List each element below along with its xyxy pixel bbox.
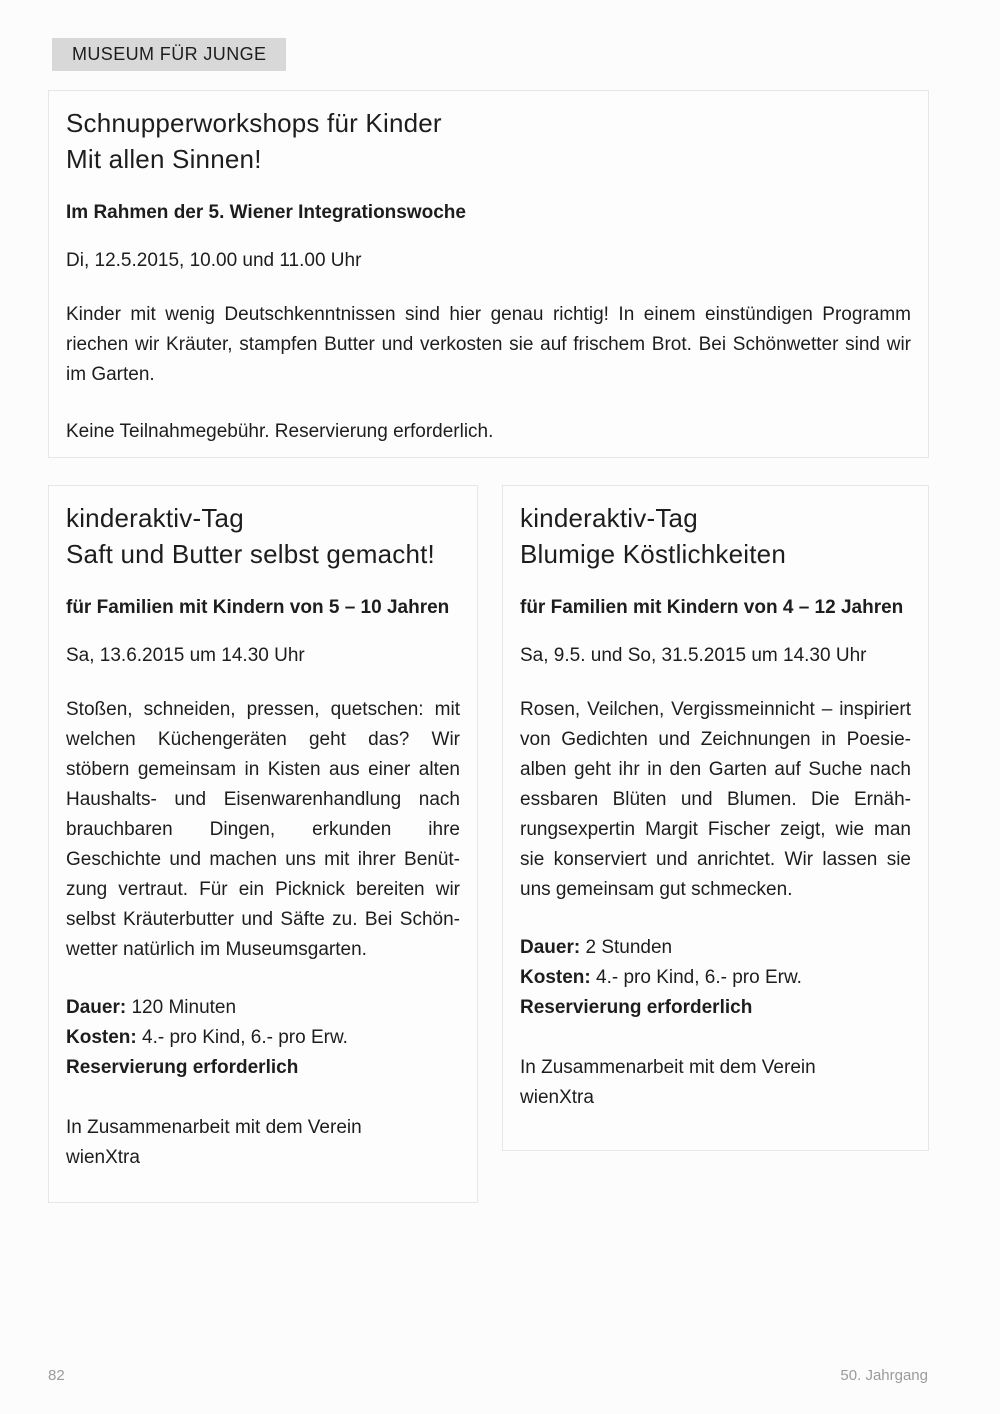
event-right-title-line1: kinderaktiv-Tag <box>520 503 698 533</box>
workshop-note: Keine Teilnahmegebühr. Reservierung erforderlich. <box>66 421 494 442</box>
event-left-title-line2: Saft und Butter selbst gemacht! <box>66 539 435 569</box>
event-left-details <box>66 993 460 1083</box>
event-left-audience: für Familien mit Kindern von 5 – 10 Jahren <box>66 597 450 618</box>
event-right-date: Sa, 9.5. und So, 31.5.2015 um 14.30 Uhr <box>520 645 867 666</box>
workshop-subtitle: Im Rahmen der 5. Wiener Integrationswoche <box>66 202 466 223</box>
workshop-title <box>66 105 911 177</box>
duration-label: Dauer: <box>66 997 127 1018</box>
duration-value: 2 Stunden <box>585 937 673 958</box>
event-left-partner <box>66 1113 460 1173</box>
event-left-reservation: Reservierung erforderlich <box>66 1057 299 1078</box>
event-right-cost <box>520 963 911 993</box>
event-left-cost <box>66 1023 460 1053</box>
workshop-title-line1: Schnupperworkshops für Kinder <box>66 108 442 138</box>
section-badge: MUSEUM FÜR JUNGE <box>52 38 286 71</box>
cost-value: 4.- pro Kind, 6.- pro Erw. <box>596 967 802 988</box>
event-left-title-line1: kinderaktiv-Tag <box>66 503 244 533</box>
partner-line2: wienXtra <box>520 1087 594 1108</box>
event-right-details <box>520 933 911 1023</box>
workshop-card <box>48 90 929 458</box>
event-right-description: Rosen, Veilchen, Vergissmeinnicht – inspiriert von Gedichten und Zeichnungen in Poesiealben geht ihr in den Garten auf Suche nach essbaren Blüten und Blumen. Die Ernährungsexpertin Margit Fischer zeigt, wie man sie konserviert und anrichtet. Wir lassen sie uns gemeinsam gut schmecken. <box>520 699 911 900</box>
duration-value: 120 Minuten <box>131 997 237 1018</box>
workshop-title-line2: Mit allen Sinnen! <box>66 144 262 174</box>
volume-label: 50. Jahrgang <box>840 1367 928 1384</box>
event-card-saft-und-butter <box>48 485 478 1203</box>
partner-line1: In Zusammenarbeit mit dem Verein <box>520 1057 816 1078</box>
event-right-title <box>520 500 911 572</box>
event-right-title-line2: Blumige Köstlichkeiten <box>520 539 786 569</box>
event-right-reservation: Reservierung erforderlich <box>520 997 753 1018</box>
cost-value: 4.- pro Kind, 6.- pro Erw. <box>142 1027 348 1048</box>
event-right-audience: für Familien mit Kindern von 4 – 12 Jahren <box>520 597 904 618</box>
event-left-description: Stoßen, schneiden, pressen, quetschen: mit welchen Küchengeräten geht das? Wir stöbern gemeinsam in Kisten aus einer alten Haushalts- und Eisenwarenhandlung nach brauchbaren Dingen, erkunden ihre Geschichte und machen uns mit ihrer Benützung vertraut. Für ein Picknick bereiten wir selbst Kräuterbutter und Säfte zu. Bei Schönwetter natürlich im Museumsgarten. <box>66 699 460 960</box>
event-left-duration <box>66 993 460 1023</box>
event-card-blumige-koestlichkeiten <box>502 485 929 1151</box>
workshop-date: Di, 12.5.2015, 10.00 und 11.00 Uhr <box>66 250 362 271</box>
page-number: 82 <box>48 1367 65 1384</box>
event-right-duration <box>520 933 911 963</box>
event-right-partner <box>520 1053 911 1113</box>
cost-label: Kosten: <box>66 1027 137 1048</box>
partner-line1: In Zusammenarbeit mit dem Verein <box>66 1117 362 1138</box>
cost-label: Kosten: <box>520 967 591 988</box>
workshop-description: Kinder mit wenig Deutschkenntnissen sind hier genau richtig! In einem einstündigen Programm riechen wir Kräuter, stampfen Butter und verkosten sie auf frischem Brot. Bei Schönwetter sind wir im Garten. <box>66 304 911 385</box>
partner-line2: wienXtra <box>66 1147 140 1168</box>
event-left-date: Sa, 13.6.2015 um 14.30 Uhr <box>66 645 305 666</box>
duration-label: Dauer: <box>520 937 581 958</box>
event-left-title <box>66 500 460 572</box>
